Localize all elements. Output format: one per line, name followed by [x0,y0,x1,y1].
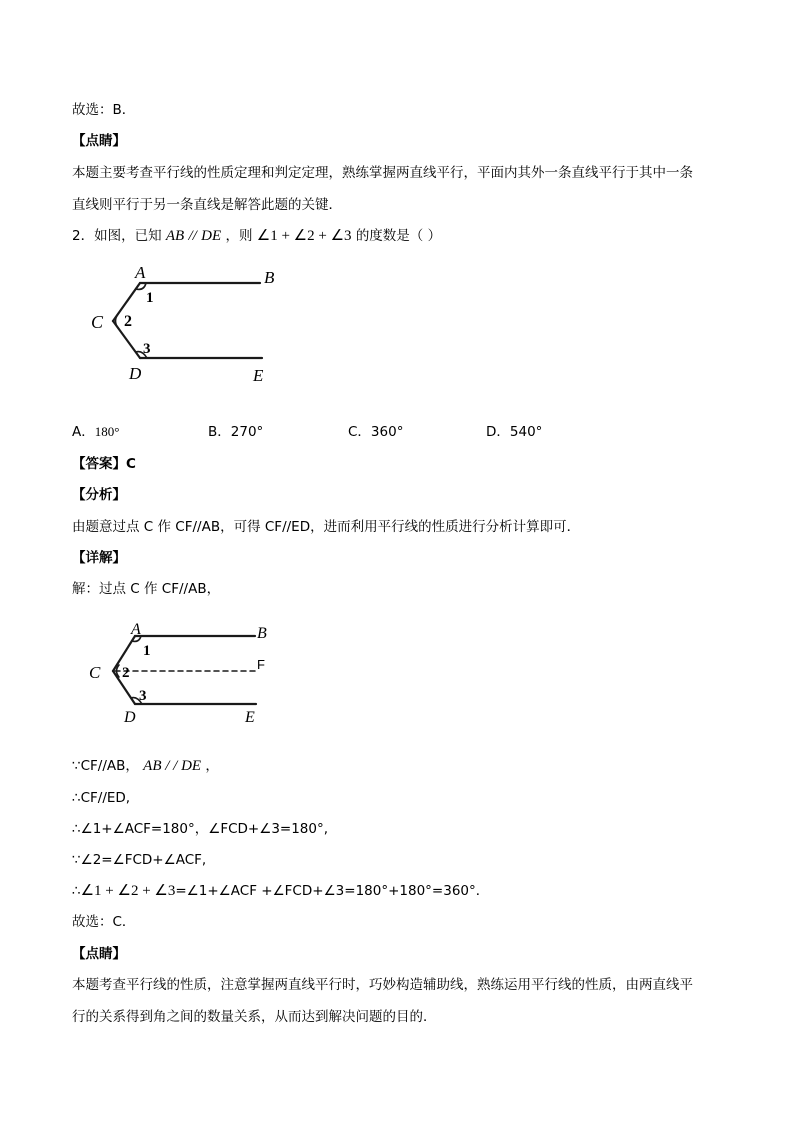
label-angle-2: 2 [124,313,132,330]
step-5 [72,881,489,901]
question-2 [72,226,441,246]
step-2: ∴CF//ED, [72,790,131,806]
step-1 [72,756,219,776]
label-angle-3: 3 [143,341,151,357]
label-b: B [257,625,267,642]
angle-arc-2 [116,314,119,328]
label-angle-3: 3 [139,688,147,704]
option-a-label: A． [72,424,95,440]
label-angle-1: 1 [143,643,151,659]
label-angle-1: 1 [146,290,154,306]
step-5-b: ∠1 + ∠2 + ∠3 [80,883,176,899]
option-d: D．540° [486,424,543,440]
review-text-1a: 本题主要考查平行线的性质定理和判定定理，熟练掌握两直线平行，平面内其外一条直线平行于其中一条 [72,165,693,181]
line-choice-c: 故选：C． [72,914,136,930]
section-dianjing-2: 【点睛】 [72,946,126,962]
section-detail: 【详解】 [72,550,126,566]
label-angle-2: 2 [122,665,130,681]
figure-2 [80,618,300,743]
label-e: E [245,709,255,726]
step-5-c: =∠1+∠ACF +∠FCD+∠3=180°+180°=360°． [175,883,490,899]
question-ab: AB [165,228,185,244]
option-b: B．270° [208,424,264,440]
answer-line: 【答案】C [72,456,136,472]
step-4: ∵∠2=∠FCD+∠ACF, [72,852,207,868]
line-choice-b: 故选：B． [72,102,136,118]
label-b: B [264,268,275,287]
option-a-value: 180° [94,424,120,439]
review-text-2b: 行的关系得到角之间的数量关系，从而达到解决问题的目的． [72,1009,437,1025]
step-1-c: ， [205,758,219,774]
question-de: DE [201,228,222,244]
question-prefix: 2．如图，已知 [72,228,162,244]
section-dianjing-1: 【点睛】 [72,133,126,149]
label-a: A [135,263,146,282]
question-angle-sum: ∠1 + ∠2 + ∠3 [256,228,352,244]
label-d: D [124,709,136,726]
label-c: C [91,312,104,332]
question-suffix: 的度数是（ ） [355,228,442,244]
review-text-1b: 直线则平行于另一条直线是解答此题的关键． [72,197,342,213]
section-analysis: 【分析】 [72,487,126,503]
label-e: E [253,366,264,385]
solution-intro: 解：过点 C 作 CF//AB， [72,581,221,597]
label-d: D [129,364,142,383]
label-c: C [89,663,101,682]
review-text-2a: 本题考查平行线的性质，注意掌握两直线平行时，巧妙构造辅助线，熟练运用平行线的性质，由两直线平 [72,977,693,993]
figure-1 [80,258,300,408]
step-1-a: ∵CF//AB， [72,758,139,774]
step-1-b: AB / / DE [143,758,202,774]
analysis-text: 由题意过点 C 作 CF//AB，可得 CF//ED，进而利用平行线的性质进行分析计算即可． [72,519,581,535]
option-a [72,422,119,442]
option-c: C．360° [348,424,404,440]
step-3: ∴∠1+∠ACF=180°，∠FCD+∠3=180°, [72,821,329,837]
question-mid: ，则 [225,228,253,244]
step-5-a: ∴ [72,883,81,899]
label-f: F [257,657,265,672]
label-a: A [131,621,141,638]
question-parallel: // [188,228,197,244]
